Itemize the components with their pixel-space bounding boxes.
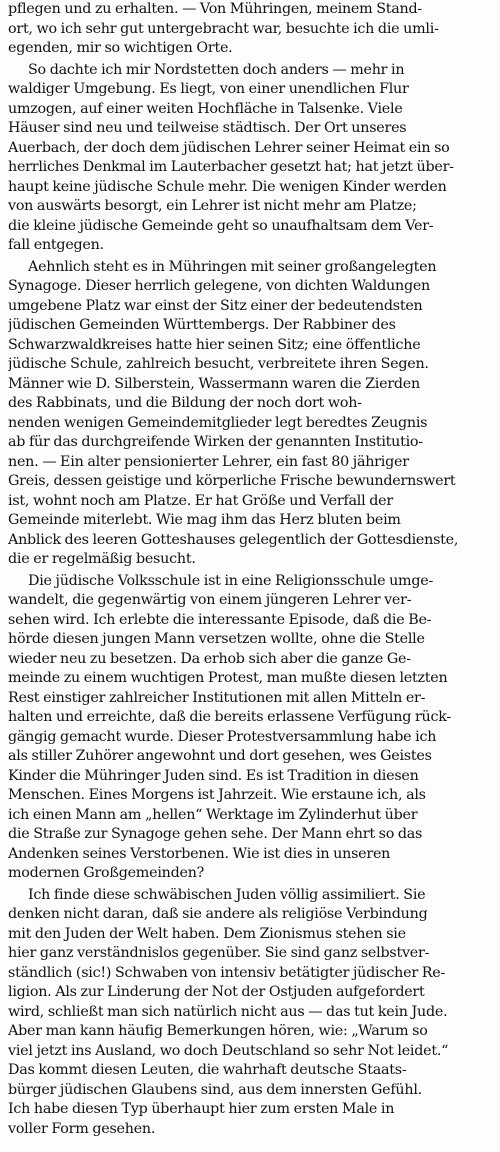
text-line: jüdischen Gemeinden Württembergs. Der Rabbiner des — [8, 317, 396, 333]
text-line: Häuser sind neu und teilweise städtisch. Der Ort unseres — [8, 120, 407, 136]
text-line: Aber man kann häufig Bemerkungen hören, wie: „Warum so — [8, 1023, 428, 1039]
text-line: Auerbach, der doch dem jüdischen Lehrer seiner Heimat ein so — [8, 139, 450, 156]
text-line: wandelt, die gegenwärtig von einem jüngeren Lehrer ver- — [8, 592, 412, 608]
text-line: Gemeinde miterlebt. Wie mag ihm das Herz bluten beim — [8, 512, 401, 528]
text-line: nenden wenigen Gemeindemitglieder legt beredtes Zeugnis — [8, 414, 428, 431]
text-line: wird, schließt man sich natürlich nicht aus — das tut kein Jude. — [8, 1003, 448, 1020]
text-line: ich einen Mann am „hellen“ Werktage im Zylinderhut über — [8, 806, 418, 823]
text-line: fall entgegen. — [8, 237, 104, 253]
text-line: Ich habe diesen Typ überhaupt hier zum ersten Male in — [8, 1101, 395, 1117]
text-line: Menschen. Eines Morgens ist Jahrzeit. Wie erstaune ich, als — [8, 787, 426, 803]
text-line: Andenken seines Verstorbenen. Wie ist dies in unseren — [8, 845, 391, 862]
text-line: Anblick des leeren Gotteshauses gelegentlich der Gottesdienste, — [8, 531, 459, 548]
text-line: Synagoge. Dieser herrlich gelegene, von dichten Waldungen — [8, 278, 431, 294]
text-line: Die jüdische Volksschule ist in eine Religionsschule umge- — [28, 572, 434, 589]
text-line: ab für das durchgreifende Wirken der genannten Institutio- — [8, 434, 423, 450]
text-line: des Rabbinats, und die Bildung der noch dort woh- — [8, 395, 362, 411]
text-line: halten und erreichte, daß die bereits erlassene Verfügung rück- — [8, 709, 452, 725]
text-line: modernen Großgemeinden? — [8, 865, 205, 881]
text-line: Das kommt diesen Leuten, die wahrhaft deutsche Staats- — [8, 1062, 407, 1078]
text-line: ligion. Als zur Linderung der Not der Ostjuden aufgefordert — [8, 984, 425, 1000]
text-line: als stiller Zuhörer angewohnt und dort gesehen, wes Geistes — [8, 748, 432, 764]
paragraph — [8, 886, 495, 1140]
text-line: egenden, mir so wichtigen Orte. — [8, 40, 233, 56]
text-line: voller Form gesehen. — [8, 1120, 156, 1137]
text-line: Kinder die Mühringer Juden sind. Es ist Tradition in diesen — [8, 767, 419, 784]
text-line: Rest einstiger zahlreicher Institutionen mit allen Mitteln er- — [8, 689, 426, 706]
text-line: Schwarzwaldkreises hatte hier seinen Sitz; eine öffentliche — [8, 336, 421, 353]
text-line: sehen wird. Ich erlebte die interessante Episode, daß die Be- — [8, 611, 432, 628]
paragraph — [8, 0, 495, 59]
text-line: viel jetzt ins Ausland, wo doch Deutschland so sehr Not leidet.“ — [8, 1042, 449, 1059]
text-line: meinde zu einem wuchtigen Protest, man mußte diesen letzten — [8, 670, 448, 686]
text-line: ständlich (sic!) Schwaben von intensiv betätigter jüdischer Re- — [8, 964, 446, 981]
text-line: umzogen, auf einer weiten Hochfläche in Talsenke. Viele — [8, 100, 403, 117]
text-line: mit den Juden der Welt haben. Dem Zionismus stehen sie — [8, 925, 406, 942]
text-line: von auswärts besorgt, ein Lehrer ist nicht mehr am Platze; — [8, 198, 417, 214]
text-line: hörde diesen jungen Mann versetzen wollte, ohne die Stelle — [8, 631, 425, 647]
paragraph — [8, 572, 495, 884]
text-line: waldiger Umgebung. Es liegt, von einer unendlichen Flur — [8, 81, 409, 97]
text-line: So dachte ich mir Nordstetten doch anders — mehr in — [28, 61, 405, 78]
text-line: ort, wo ich sehr gut untergebracht war, besuchte ich die umli- — [8, 20, 439, 37]
text-line: umgebene Platz war einst der Sitz einer der bedeutendsten — [8, 297, 423, 314]
text-line: pflegen und zu erhalten. — Von Mühringen, meinem Stand- — [8, 1, 422, 17]
text-line: Aehnlich steht es in Mühringen mit seiner großangelegten — [28, 258, 437, 275]
paragraph — [8, 61, 495, 256]
text-line: ist, wohnt noch am Platze. Er hat Größe und Verfall der — [8, 492, 393, 509]
text-line: bürger jüdischen Glaubens sind, aus dem innersten Gefühl. — [8, 1081, 422, 1098]
text-line: denken nicht daran, daß sie andere als religiöse Verbindung — [8, 906, 428, 922]
text-line: Ich finde diese schwäbischen Juden völlig assimiliert. Sie — [28, 886, 426, 903]
text-line: gängig gemacht wurde. Dieser Protestversammlung habe ich — [8, 728, 437, 745]
text-line: Männer wie D. Silberstein, Wassermann waren die Zierden — [8, 375, 420, 392]
text-line: herrliches Denkmal im Lauterbacher gesetzt hat; hat jetzt über- — [8, 159, 454, 175]
text-line: die Straße zur Synagoge gehen sehe. Der Mann ehrt so das — [8, 826, 423, 842]
text-line: haupt keine jüdische Schule mehr. Die wenigen Kinder werden — [8, 178, 447, 195]
text-line: die kleine jüdische Gemeinde geht so unaufhaltsam dem Ver- — [8, 217, 434, 234]
paragraph — [8, 258, 495, 570]
text-line: nen. — Ein alter pensionierter Lehrer, ein fast 80 jähriger — [8, 453, 409, 470]
text-line: hier ganz verständnislos gegenüber. Sie sind ganz selbstver- — [8, 945, 430, 961]
text-line: jüdische Schule, zahlreich besucht, verbreitete ihren Segen. — [8, 356, 429, 372]
text-line: wieder neu zu besetzen. Da erhob sich aber die ganze Ge- — [8, 650, 411, 667]
text-line: Greis, dessen geistige und körperliche Frische bewundernswert — [8, 473, 456, 489]
text-line: die er regelmäßig besucht. — [8, 551, 196, 567]
